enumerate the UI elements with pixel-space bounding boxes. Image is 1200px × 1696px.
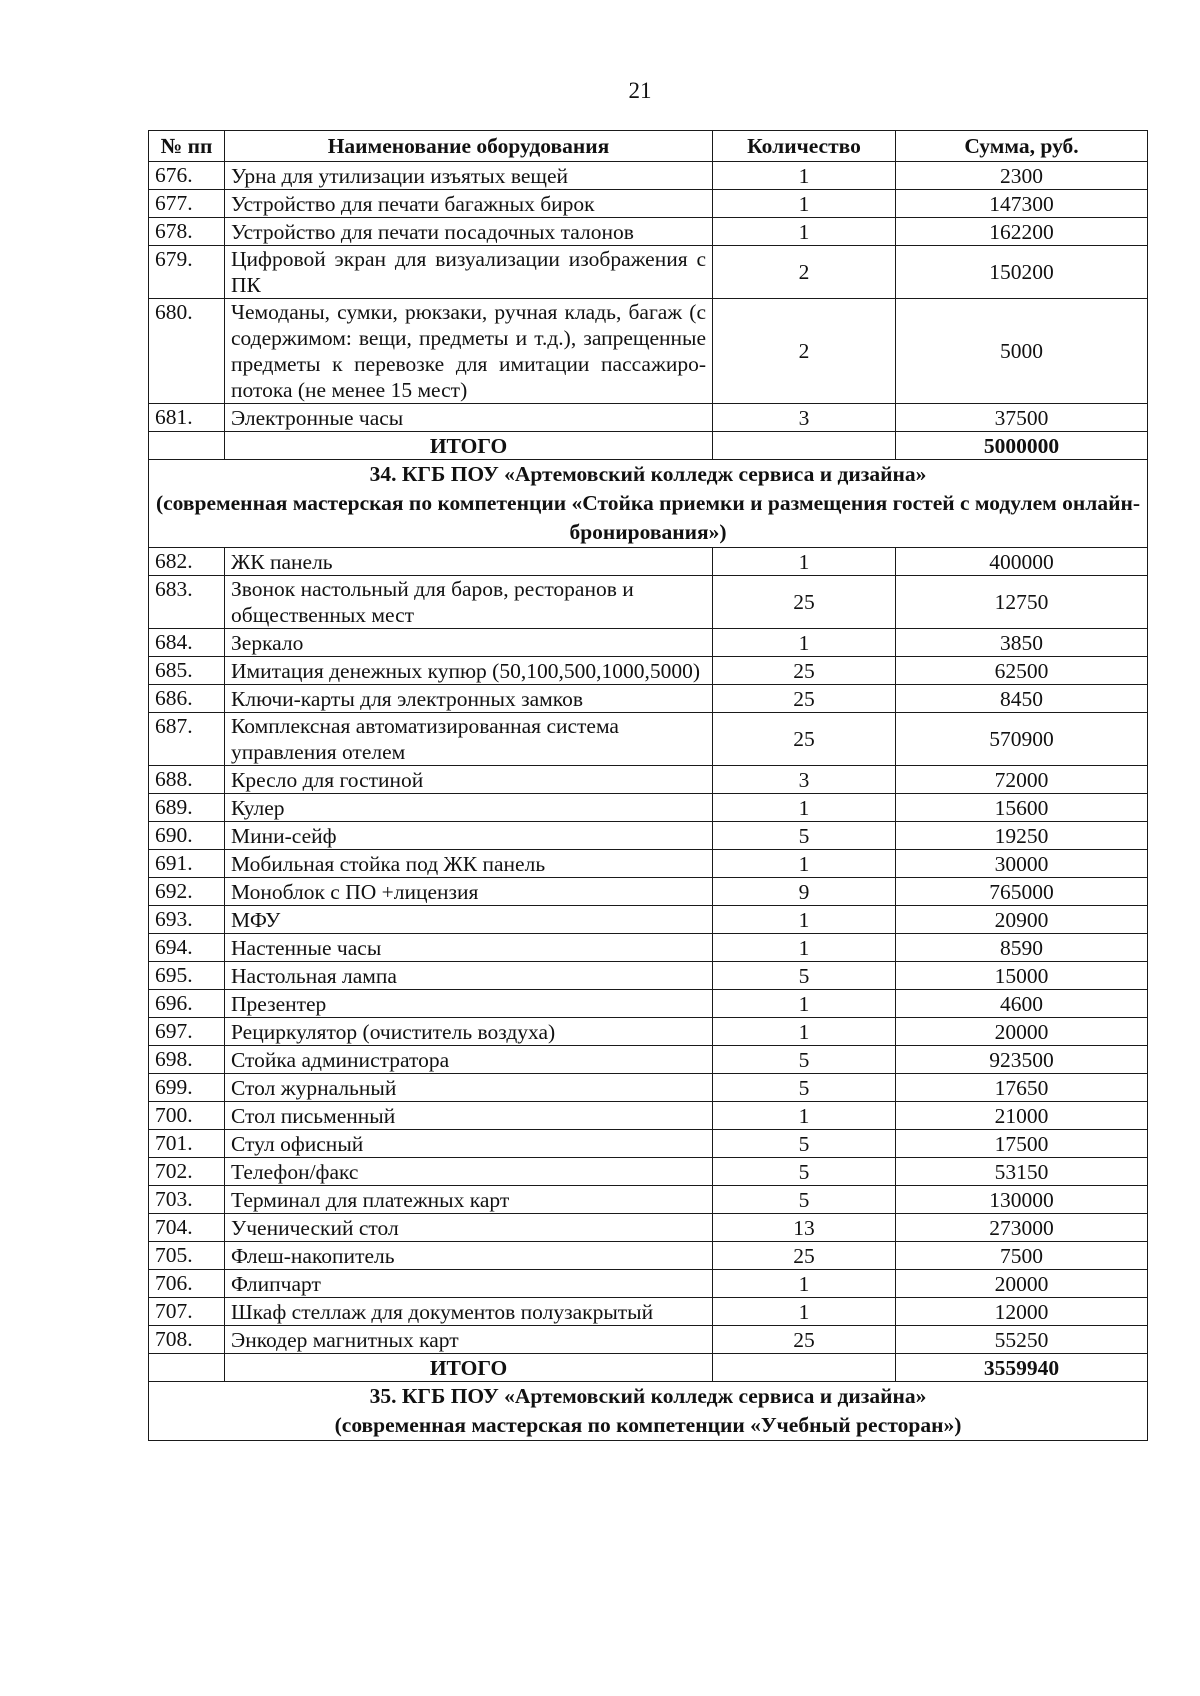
header-num: № пп	[149, 131, 225, 162]
quantity: 5	[713, 1046, 896, 1074]
row-number: 686.	[149, 685, 225, 713]
table-row	[149, 906, 1148, 934]
equipment-name: Презентер	[225, 990, 713, 1018]
equipment-name: Кулер	[225, 794, 713, 822]
equipment-name: ЖК панель	[225, 548, 713, 576]
row-number: 694.	[149, 934, 225, 962]
page-number: 21	[628, 78, 652, 103]
sum-rub: 162200	[896, 218, 1148, 246]
section-35-subtitle: (современная мастерская по компетенции «Учебный ресторан»)	[334, 1413, 962, 1437]
table-row	[149, 657, 1148, 685]
row-number: 677.	[149, 190, 225, 218]
sum-rub: 37500	[896, 404, 1148, 432]
table-row	[149, 990, 1148, 1018]
table-row	[149, 629, 1148, 657]
group2-total-row	[149, 1354, 1148, 1382]
row-number: 706.	[149, 1270, 225, 1298]
total-empty-cell	[713, 1354, 896, 1382]
equipment-name: Устройство для печати посадочных талонов	[225, 218, 713, 246]
section-35-title: 35. КГБ ПОУ «Артемовский колледж сервиса и дизайна»	[369, 1384, 927, 1408]
equipment-name: Стойка администратора	[225, 1046, 713, 1074]
table-row	[149, 794, 1148, 822]
sum-rub: 20000	[896, 1270, 1148, 1298]
row-number: 695.	[149, 962, 225, 990]
sum-rub: 17500	[896, 1130, 1148, 1158]
sum-rub: 20900	[896, 906, 1148, 934]
equipment-name: Кресло для гостиной	[225, 766, 713, 794]
row-number: 705.	[149, 1242, 225, 1270]
equipment-name: Стул офисный	[225, 1130, 713, 1158]
group1-total-row	[149, 432, 1148, 460]
table-row	[149, 246, 1148, 299]
row-number: 684.	[149, 629, 225, 657]
section-34-heading	[149, 460, 1148, 548]
quantity: 1	[713, 190, 896, 218]
sum-rub: 62500	[896, 657, 1148, 685]
equipment-name: Урна для утилизации изъятых вещей	[225, 162, 713, 190]
quantity: 25	[713, 685, 896, 713]
table-row	[149, 1158, 1148, 1186]
quantity: 3	[713, 404, 896, 432]
quantity: 1	[713, 934, 896, 962]
quantity: 5	[713, 1186, 896, 1214]
header-qty: Количество	[713, 131, 896, 162]
quantity: 5	[713, 962, 896, 990]
sum-rub: 273000	[896, 1214, 1148, 1242]
table-row	[149, 1046, 1148, 1074]
equipment-name: Цифровой экран для визуализации изображения с ПК	[225, 246, 713, 299]
equipment-name: Чемоданы, сумки, рюкзаки, ручная кладь, багаж (с содержимом: вещи, предметы и т.д.), запрещенные предметы к перевозке для имитации пассажиро-потока (не менее 15 мест)	[225, 299, 713, 404]
quantity: 5	[713, 1130, 896, 1158]
row-number: 679.	[149, 246, 225, 299]
group2-total-value: 3559940	[896, 1354, 1148, 1382]
header-name: Наименование оборудования	[225, 131, 713, 162]
quantity: 13	[713, 1214, 896, 1242]
quantity: 1	[713, 548, 896, 576]
row-number: 690.	[149, 822, 225, 850]
table-row	[149, 576, 1148, 629]
total-empty-cell	[149, 1354, 225, 1382]
sum-rub: 570900	[896, 713, 1148, 766]
sum-rub: 4600	[896, 990, 1148, 1018]
row-number: 685.	[149, 657, 225, 685]
row-number: 692.	[149, 878, 225, 906]
row-number: 702.	[149, 1158, 225, 1186]
row-number: 696.	[149, 990, 225, 1018]
quantity: 5	[713, 1074, 896, 1102]
quantity: 25	[713, 576, 896, 629]
equipment-name: МФУ	[225, 906, 713, 934]
group2-rows	[149, 548, 1148, 1354]
quantity: 1	[713, 1298, 896, 1326]
equipment-name: Зеркало	[225, 629, 713, 657]
table-row	[149, 1102, 1148, 1130]
quantity: 1	[713, 162, 896, 190]
sum-rub: 5000	[896, 299, 1148, 404]
equipment-name: Звонок настольный для баров, ресторанов и общественных мест	[225, 576, 713, 629]
table-row	[149, 548, 1148, 576]
quantity: 25	[713, 1242, 896, 1270]
equipment-name: Настольная лампа	[225, 962, 713, 990]
sum-rub: 19250	[896, 822, 1148, 850]
equipment-name: Имитация денежных купюр (50,100,500,1000,5000)	[225, 657, 713, 685]
table-row	[149, 878, 1148, 906]
table-row	[149, 218, 1148, 246]
table-row	[149, 1270, 1148, 1298]
equipment-name: Комплексная автоматизированная система управления отелем	[225, 713, 713, 766]
table-row	[149, 1074, 1148, 1102]
sum-rub: 17650	[896, 1074, 1148, 1102]
table-row	[149, 1214, 1148, 1242]
row-number: 703.	[149, 1186, 225, 1214]
sum-rub: 147300	[896, 190, 1148, 218]
sum-rub: 55250	[896, 1326, 1148, 1354]
equipment-name: Терминал для платежных карт	[225, 1186, 713, 1214]
row-number: 683.	[149, 576, 225, 629]
row-number: 701.	[149, 1130, 225, 1158]
quantity: 2	[713, 299, 896, 404]
row-number: 682.	[149, 548, 225, 576]
quantity: 1	[713, 906, 896, 934]
table-row	[149, 1326, 1148, 1354]
group2-total-label: ИТОГО	[225, 1354, 713, 1382]
table-row	[149, 404, 1148, 432]
sum-rub: 400000	[896, 548, 1148, 576]
sum-rub: 150200	[896, 246, 1148, 299]
table-row	[149, 766, 1148, 794]
equipment-name: Стол журнальный	[225, 1074, 713, 1102]
equipment-name: Мобильная стойка под ЖК панель	[225, 850, 713, 878]
quantity: 5	[713, 822, 896, 850]
quantity: 1	[713, 794, 896, 822]
table-row	[149, 1130, 1148, 1158]
group1-rows	[149, 162, 1148, 432]
section-34-subtitle: (современная мастерская по компетенции «Стойка приемки и размещения гостей с модулем онлайн-бронирования»)	[155, 491, 1141, 544]
sum-rub: 923500	[896, 1046, 1148, 1074]
row-number: 687.	[149, 713, 225, 766]
row-number: 700.	[149, 1102, 225, 1130]
quantity: 25	[713, 657, 896, 685]
equipment-table	[148, 130, 1148, 1441]
quantity: 5	[713, 1158, 896, 1186]
table-row	[149, 1186, 1148, 1214]
table-row	[149, 1018, 1148, 1046]
sum-rub: 765000	[896, 878, 1148, 906]
equipment-name: Ключи-карты для электронных замков	[225, 685, 713, 713]
quantity: 1	[713, 1018, 896, 1046]
equipment-name: Мини-сейф	[225, 822, 713, 850]
table-row	[149, 685, 1148, 713]
equipment-name: Настенные часы	[225, 934, 713, 962]
sum-rub: 53150	[896, 1158, 1148, 1186]
equipment-name: Ученический стол	[225, 1214, 713, 1242]
row-number: 708.	[149, 1326, 225, 1354]
equipment-name: Шкаф стеллаж для документов полузакрытый	[225, 1298, 713, 1326]
sum-rub: 8590	[896, 934, 1148, 962]
sum-rub: 15600	[896, 794, 1148, 822]
equipment-name: Флеш-накопитель	[225, 1242, 713, 1270]
table-row	[149, 822, 1148, 850]
table-row	[149, 962, 1148, 990]
section-34-title: 34. КГБ ПОУ «Артемовский колледж сервиса и дизайна»	[369, 462, 927, 486]
group1-total-value: 5000000	[896, 432, 1148, 460]
header-sum: Сумма, руб.	[896, 131, 1148, 162]
row-number: 693.	[149, 906, 225, 934]
table-row	[149, 190, 1148, 218]
row-number: 678.	[149, 218, 225, 246]
quantity: 25	[713, 1326, 896, 1354]
row-number: 688.	[149, 766, 225, 794]
table-row	[149, 713, 1148, 766]
equipment-name: Электронные часы	[225, 404, 713, 432]
row-number: 676.	[149, 162, 225, 190]
sum-rub: 20000	[896, 1018, 1148, 1046]
sum-rub: 21000	[896, 1102, 1148, 1130]
total-empty-cell	[713, 432, 896, 460]
equipment-name: Устройство для печати багажных бирок	[225, 190, 713, 218]
table-row	[149, 299, 1148, 404]
equipment-name: Рециркулятор (очиститель воздуха)	[225, 1018, 713, 1046]
sum-rub: 72000	[896, 766, 1148, 794]
sum-rub: 12750	[896, 576, 1148, 629]
row-number: 691.	[149, 850, 225, 878]
row-number: 698.	[149, 1046, 225, 1074]
quantity: 1	[713, 990, 896, 1018]
sum-rub: 130000	[896, 1186, 1148, 1214]
sum-rub: 7500	[896, 1242, 1148, 1270]
table-row	[149, 934, 1148, 962]
equipment-name: Телефон/факс	[225, 1158, 713, 1186]
quantity: 1	[713, 1270, 896, 1298]
quantity: 9	[713, 878, 896, 906]
quantity: 3	[713, 766, 896, 794]
quantity: 25	[713, 713, 896, 766]
table-row	[149, 850, 1148, 878]
table-row	[149, 162, 1148, 190]
quantity: 1	[713, 629, 896, 657]
sum-rub: 2300	[896, 162, 1148, 190]
quantity: 2	[713, 246, 896, 299]
row-number: 704.	[149, 1214, 225, 1242]
sum-rub: 3850	[896, 629, 1148, 657]
sum-rub: 30000	[896, 850, 1148, 878]
row-number: 699.	[149, 1074, 225, 1102]
row-number: 689.	[149, 794, 225, 822]
equipment-name: Моноблок с ПО +лицензия	[225, 878, 713, 906]
quantity: 1	[713, 850, 896, 878]
sum-rub: 8450	[896, 685, 1148, 713]
table-row	[149, 1298, 1148, 1326]
sum-rub: 12000	[896, 1298, 1148, 1326]
quantity: 1	[713, 218, 896, 246]
row-number: 680.	[149, 299, 225, 404]
equipment-name: Энкодер магнитных карт	[225, 1326, 713, 1354]
sum-rub: 15000	[896, 962, 1148, 990]
equipment-name: Стол письменный	[225, 1102, 713, 1130]
group1-total-label: ИТОГО	[225, 432, 713, 460]
section-35-row	[149, 1382, 1148, 1441]
equipment-name: Флипчарт	[225, 1270, 713, 1298]
row-number: 697.	[149, 1018, 225, 1046]
table-row	[149, 1242, 1148, 1270]
row-number: 681.	[149, 404, 225, 432]
total-empty-cell	[149, 432, 225, 460]
row-number: 707.	[149, 1298, 225, 1326]
section-34-row	[149, 460, 1148, 548]
table-header-row	[149, 131, 1148, 162]
section-35-heading	[149, 1382, 1148, 1441]
quantity: 1	[713, 1102, 896, 1130]
